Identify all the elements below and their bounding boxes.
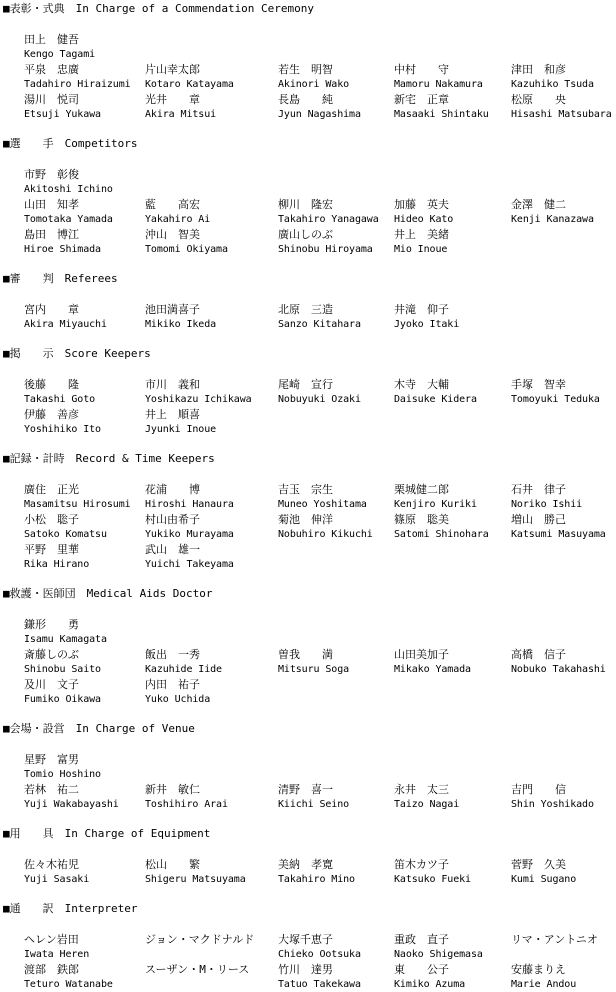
staff-name-japanese: ジョン・マクドナルド [145, 933, 255, 946]
staff-name-japanese: 花浦 博 [145, 483, 200, 496]
staff-name-romaji: Kumi Sugano [511, 874, 577, 885]
staff-entry [145, 962, 249, 992]
staff-name-romaji: Mikiko Ikeda [145, 319, 217, 330]
staff-name-japanese: 新宅 正章 [394, 93, 449, 106]
staff-name-japanese: 後藤 隆 [24, 378, 79, 391]
staff-name-romaji: Hisashi Matsubara [511, 109, 612, 120]
staff-name-romaji: Kimiko Azuma [394, 979, 466, 990]
staff-name-japanese: 加藤 英夫 [394, 198, 449, 211]
staff-name-romaji: Mitsuru Soga [278, 664, 350, 675]
staff-entry [24, 227, 101, 257]
staff-entry [24, 167, 113, 197]
staff-name-japanese: 津田 和彦 [511, 63, 566, 76]
staff-name-japanese: 光井 章 [145, 93, 200, 106]
staff-name-romaji: Muneo Yoshitama [278, 499, 367, 510]
staff-name-romaji [511, 947, 598, 962]
staff-entry [394, 92, 489, 122]
staff-entry [511, 782, 594, 812]
staff-name-romaji: Jyun Nagashima [278, 109, 361, 120]
staff-name-romaji: Kiichi Seino [278, 799, 350, 810]
staff-name-romaji: Fumiko Oikawa [24, 694, 101, 705]
staff-name-romaji: Hiroshi Hanaura [145, 499, 234, 510]
staff-name-japanese: 高橋 信子 [511, 648, 566, 661]
staff-name-japanese: 廣山しのぶ [278, 228, 333, 241]
staff-entry [511, 512, 606, 542]
staff-entry [24, 542, 89, 572]
staff-name-romaji: Rika Hirano [24, 559, 90, 570]
staff-name-japanese: 内田 祐子 [145, 678, 200, 691]
staff-name-japanese: 若生 明智 [278, 63, 333, 76]
section-heading: ■会場・設営 In Charge of Venue [3, 722, 195, 735]
staff-entry [278, 302, 361, 332]
staff-name-romaji: Masaaki Shintaku [394, 109, 489, 120]
staff-name-romaji: Satoko Komatsu [24, 529, 107, 540]
staff-name-romaji: Daisuke Kidera [394, 394, 477, 405]
staff-name-romaji: Akira Miyauchi [24, 319, 107, 330]
staff-name-japanese: 松山 繁 [145, 858, 200, 871]
staff-name-japanese: 及川 文子 [24, 678, 79, 691]
staff-name-romaji: Jyunki Inoue [145, 424, 217, 435]
staff-name-japanese: 尾崎 宣行 [278, 378, 333, 391]
staff-name-romaji: Tadahiro Hiraizumi [24, 79, 131, 90]
staff-entry [24, 407, 101, 437]
staff-entry [145, 197, 210, 227]
staff-entry [24, 857, 89, 887]
staff-name-romaji: Kenji Kanazawa [511, 214, 594, 225]
staff-name-japanese: 手塚 智幸 [511, 378, 566, 391]
staff-entry [145, 677, 210, 707]
staff-entry [24, 482, 131, 512]
staff-entry [145, 227, 228, 257]
staff-name-japanese: 山田 知孝 [24, 198, 79, 211]
staff-entry [145, 302, 216, 332]
staff-name-romaji: Tomoyuki Teduka [511, 394, 600, 405]
staff-name-japanese: 笛木カツ子 [394, 858, 449, 871]
staff-name-japanese: 村山由希子 [145, 513, 200, 526]
staff-entry [145, 377, 252, 407]
staff-name-japanese: 安藤まりえ [511, 963, 566, 976]
staff-name-japanese: 平野 里華 [24, 543, 79, 556]
section-heading: ■表彰・式典 In Charge of a Commendation Ceremony [3, 2, 315, 15]
staff-name-japanese: 曽我 満 [278, 648, 333, 661]
staff-name-romaji: Shinobu Hiroyama [278, 244, 373, 255]
staff-entry [24, 197, 113, 227]
staff-name-japanese: 吉門 信 [511, 783, 566, 796]
staff-entry [145, 857, 246, 887]
staff-entry [394, 512, 489, 542]
staff-name-japanese: 木寺 大輔 [394, 378, 449, 391]
staff-entry [24, 782, 119, 812]
staff-entry [145, 62, 234, 92]
staff-name-japanese: 重政 直子 [394, 933, 449, 946]
staff-entry [511, 482, 582, 512]
staff-entry [394, 197, 453, 227]
staff-entry [278, 857, 355, 887]
staff-name-japanese: 片山幸太郎 [145, 63, 200, 76]
staff-name-japanese: 中村 守 [394, 63, 449, 76]
staff-entry [145, 512, 234, 542]
staff-name-romaji: Naoko Shigemasa [394, 949, 483, 960]
staff-name-japanese: 藍 高宏 [145, 198, 200, 211]
staff-entry [511, 62, 594, 92]
staff-entry [145, 92, 216, 122]
staff-entry [394, 482, 477, 512]
staff-entry [278, 377, 361, 407]
staff-entry [394, 302, 459, 332]
staff-entry [511, 92, 612, 122]
staff-name-romaji: Isamu Kamagata [24, 634, 107, 645]
staff-entry [24, 62, 131, 92]
staff-name-romaji: Kengo Tagami [24, 49, 96, 60]
staff-name-japanese: 市野 彰俊 [24, 168, 79, 181]
staff-name-japanese: 清野 喜一 [278, 783, 333, 796]
staff-name-japanese: 美納 孝寛 [278, 858, 333, 871]
staff-name-romaji: Yukiko Murayama [145, 529, 234, 540]
staff-name-romaji: Takahiro Yanagawa [278, 214, 379, 225]
staff-name-romaji: Marie Andou [511, 979, 577, 990]
staff-entry [394, 962, 465, 992]
staff-name-romaji: Takahiro Mino [278, 874, 355, 885]
staff-name-romaji: Sanzo Kitahara [278, 319, 361, 330]
section-heading: ■救護・医師団 Medical Aids Doctor [3, 587, 213, 600]
staff-name-romaji: Tomotaka Yamada [24, 214, 113, 225]
staff-entry [24, 92, 101, 122]
staff-entry [24, 752, 101, 782]
staff-entry [511, 857, 576, 887]
staff-name-romaji: Kenjiro Kuriki [394, 499, 477, 510]
staff-entry [145, 782, 228, 812]
staff-name-romaji: Teturo Watanabe [24, 979, 113, 990]
staff-name-japanese: 新井 敏仁 [145, 783, 200, 796]
staff-name-romaji: Hideo Kato [394, 214, 454, 225]
staff-name-japanese: 廣住 正光 [24, 483, 79, 496]
staff-name-japanese: 石井 律子 [511, 483, 566, 496]
staff-name-japanese: 湯川 悦司 [24, 93, 79, 106]
staff-name-japanese: 市川 義和 [145, 378, 200, 391]
staff-entry [511, 647, 606, 677]
staff-name-romaji: Noriko Ishii [511, 499, 583, 510]
staff-entry [394, 857, 471, 887]
staff-entry [394, 647, 471, 677]
staff-entry [145, 482, 234, 512]
staff-name-japanese: 星野 富男 [24, 753, 79, 766]
staff-name-japanese: 島田 博江 [24, 228, 79, 241]
staff-name-japanese: 菅野 久美 [511, 858, 566, 871]
staff-name-japanese: 増山 勝己 [511, 513, 566, 526]
staff-name-romaji: Masamitsu Hirosumi [24, 499, 131, 510]
staff-name-romaji: Taizo Nagai [394, 799, 460, 810]
staff-name-romaji: Yakahiro Ai [145, 214, 211, 225]
staff-name-japanese: 小松 聡子 [24, 513, 79, 526]
staff-name-romaji: Kazuhiko Tsuda [511, 79, 594, 90]
staff-entry [511, 377, 600, 407]
staff-name-romaji: Mio Inoue [394, 244, 448, 255]
staff-name-romaji: Akira Mitsui [145, 109, 217, 120]
staff-entry [278, 932, 361, 962]
section-heading: ■通 訳 Interpreter [3, 902, 138, 915]
staff-name-romaji: Nobuko Takahashi [511, 664, 606, 675]
staff-entry [145, 407, 216, 437]
staff-entry [278, 647, 349, 677]
staff-name-romaji [145, 947, 254, 962]
staff-entry [24, 377, 95, 407]
staff-entry [278, 782, 349, 812]
staff-name-japanese: 飯出 一秀 [145, 648, 200, 661]
staff-name-romaji: Mikako Yamada [394, 664, 471, 675]
staff-name-romaji: Shigeru Matsuyama [145, 874, 246, 885]
staff-name-romaji: Tomio Hoshino [24, 769, 101, 780]
staff-entry [145, 647, 222, 677]
staff-name-romaji: Mamoru Nakamura [394, 79, 483, 90]
staff-name-romaji: Jyoko Itaki [394, 319, 460, 330]
staff-name-japanese: 鎌形 勇 [24, 618, 79, 631]
staff-name-japanese: 栗城健二郎 [394, 483, 449, 496]
section-heading: ■選 手 Competitors [3, 137, 138, 150]
staff-name-romaji: Tomomi Okiyama [145, 244, 228, 255]
staff-entry [278, 227, 373, 257]
staff-entry [278, 62, 349, 92]
staff-entry [394, 62, 483, 92]
staff-name-romaji: Yoshikazu Ichikawa [145, 394, 252, 405]
staff-entry [24, 647, 101, 677]
staff-name-romaji: Akinori Wako [278, 79, 350, 90]
staff-name-japanese: 松原 央 [511, 93, 566, 106]
staff-entry [278, 197, 379, 227]
staff-entry [394, 782, 459, 812]
staff-entry [24, 677, 101, 707]
staff-name-japanese: 佐々木祐児 [24, 858, 79, 871]
staff-name-japanese: 井滝 仰子 [394, 303, 449, 316]
staff-name-japanese: 渡部 鉄郎 [24, 963, 79, 976]
staff-name-romaji: Takashi Goto [24, 394, 96, 405]
staff-name-japanese: 斎藤しのぶ [24, 648, 79, 661]
staff-entry [24, 302, 107, 332]
staff-name-romaji: Etsuji Yukawa [24, 109, 101, 120]
staff-name-japanese: 井上 順喜 [145, 408, 200, 421]
staff-name-japanese: 篠原 聡美 [394, 513, 449, 526]
staff-name-japanese: 伊藤 善彦 [24, 408, 79, 421]
staff-name-japanese: リマ・アントニオ [511, 933, 598, 946]
staff-name-japanese: 山田美加子 [394, 648, 449, 661]
staff-name-japanese: 北原 三造 [278, 303, 333, 316]
staff-entry [511, 197, 594, 227]
staff-name-japanese: 田上 健吾 [24, 33, 79, 46]
staff-name-japanese: 竹川 達男 [278, 963, 333, 976]
staff-name-romaji: Kazuhide Iide [145, 664, 222, 675]
staff-name-japanese: 東 公子 [394, 963, 449, 976]
staff-entry [394, 377, 477, 407]
staff-entry [511, 962, 576, 992]
staff-name-japanese: 沖山 智美 [145, 228, 200, 241]
staff-name-romaji: Shin Yoshikado [511, 799, 594, 810]
staff-name-romaji: Tatuo Takekawa [278, 979, 361, 990]
staff-name-romaji: Nobuyuki Ozaki [278, 394, 361, 405]
staff-name-japanese: 宮内 章 [24, 303, 79, 316]
staff-name-romaji: Katsumi Masuyama [511, 529, 606, 540]
staff-name-japanese: 若林 祐二 [24, 783, 79, 796]
staff-name-japanese: 菊池 伸洋 [278, 513, 333, 526]
staff-name-japanese: 永井 太三 [394, 783, 449, 796]
staff-name-japanese: 金澤 健二 [511, 198, 566, 211]
staff-name-japanese: 長島 純 [278, 93, 333, 106]
staff-entry [24, 617, 107, 647]
staff-name-romaji: Yuji Sasaki [24, 874, 90, 885]
staff-name-romaji: Yuichi Takeyama [145, 559, 234, 570]
staff-name-japanese: ヘレン岩田 [24, 933, 79, 946]
staff-name-romaji: Iwata Heren [24, 949, 90, 960]
staff-name-japanese: スーザン・M・リース [145, 963, 250, 976]
staff-name-romaji: Toshihiro Arai [145, 799, 228, 810]
staff-name-romaji: Yuko Uchida [145, 694, 211, 705]
staff-entry [511, 932, 598, 962]
staff-name-romaji: Satomi Shinohara [394, 529, 489, 540]
staff-name-japanese: 平泉 忠廣 [24, 63, 79, 76]
staff-name-japanese: 大塚千恵子 [278, 933, 333, 946]
staff-name-romaji: Nobuhiro Kikuchi [278, 529, 373, 540]
staff-name-romaji: Kotaro Katayama [145, 79, 234, 90]
staff-entry [24, 32, 95, 62]
staff-name-japanese: 井上 美緒 [394, 228, 449, 241]
section-heading: ■審 判 Referees [3, 272, 118, 285]
section-heading: ■用 具 In Charge of Equipment [3, 827, 211, 840]
staff-entry [24, 512, 107, 542]
staff-entry [145, 542, 234, 572]
section-heading: ■記録・計時 Record & Time Keepers [3, 452, 215, 465]
staff-name-romaji [145, 977, 249, 992]
staff-name-romaji: Yuji Wakabayashi [24, 799, 119, 810]
staff-name-japanese: 武山 雄一 [145, 543, 200, 556]
staff-entry [278, 92, 361, 122]
section-heading: ■掲 示 Score Keepers [3, 347, 151, 360]
staff-entry [24, 932, 89, 962]
staff-name-japanese: 柳川 隆宏 [278, 198, 333, 211]
staff-name-japanese: 吉玉 宗生 [278, 483, 333, 496]
staff-entry [145, 932, 254, 962]
staff-entry [24, 962, 113, 992]
staff-entry [394, 932, 483, 962]
staff-entry [394, 227, 449, 257]
staff-entry [278, 962, 361, 992]
staff-name-japanese: 池田満喜子 [145, 303, 200, 316]
staff-name-romaji: Katsuko Fueki [394, 874, 471, 885]
staff-name-romaji: Shinobu Saito [24, 664, 101, 675]
staff-name-romaji: Chieko Ootsuka [278, 949, 361, 960]
staff-name-romaji: Yoshihiko Ito [24, 424, 101, 435]
staff-name-romaji: Akitoshi Ichino [24, 184, 113, 195]
staff-entry [278, 482, 367, 512]
staff-entry [278, 512, 373, 542]
staff-name-romaji: Hiroe Shimada [24, 244, 101, 255]
